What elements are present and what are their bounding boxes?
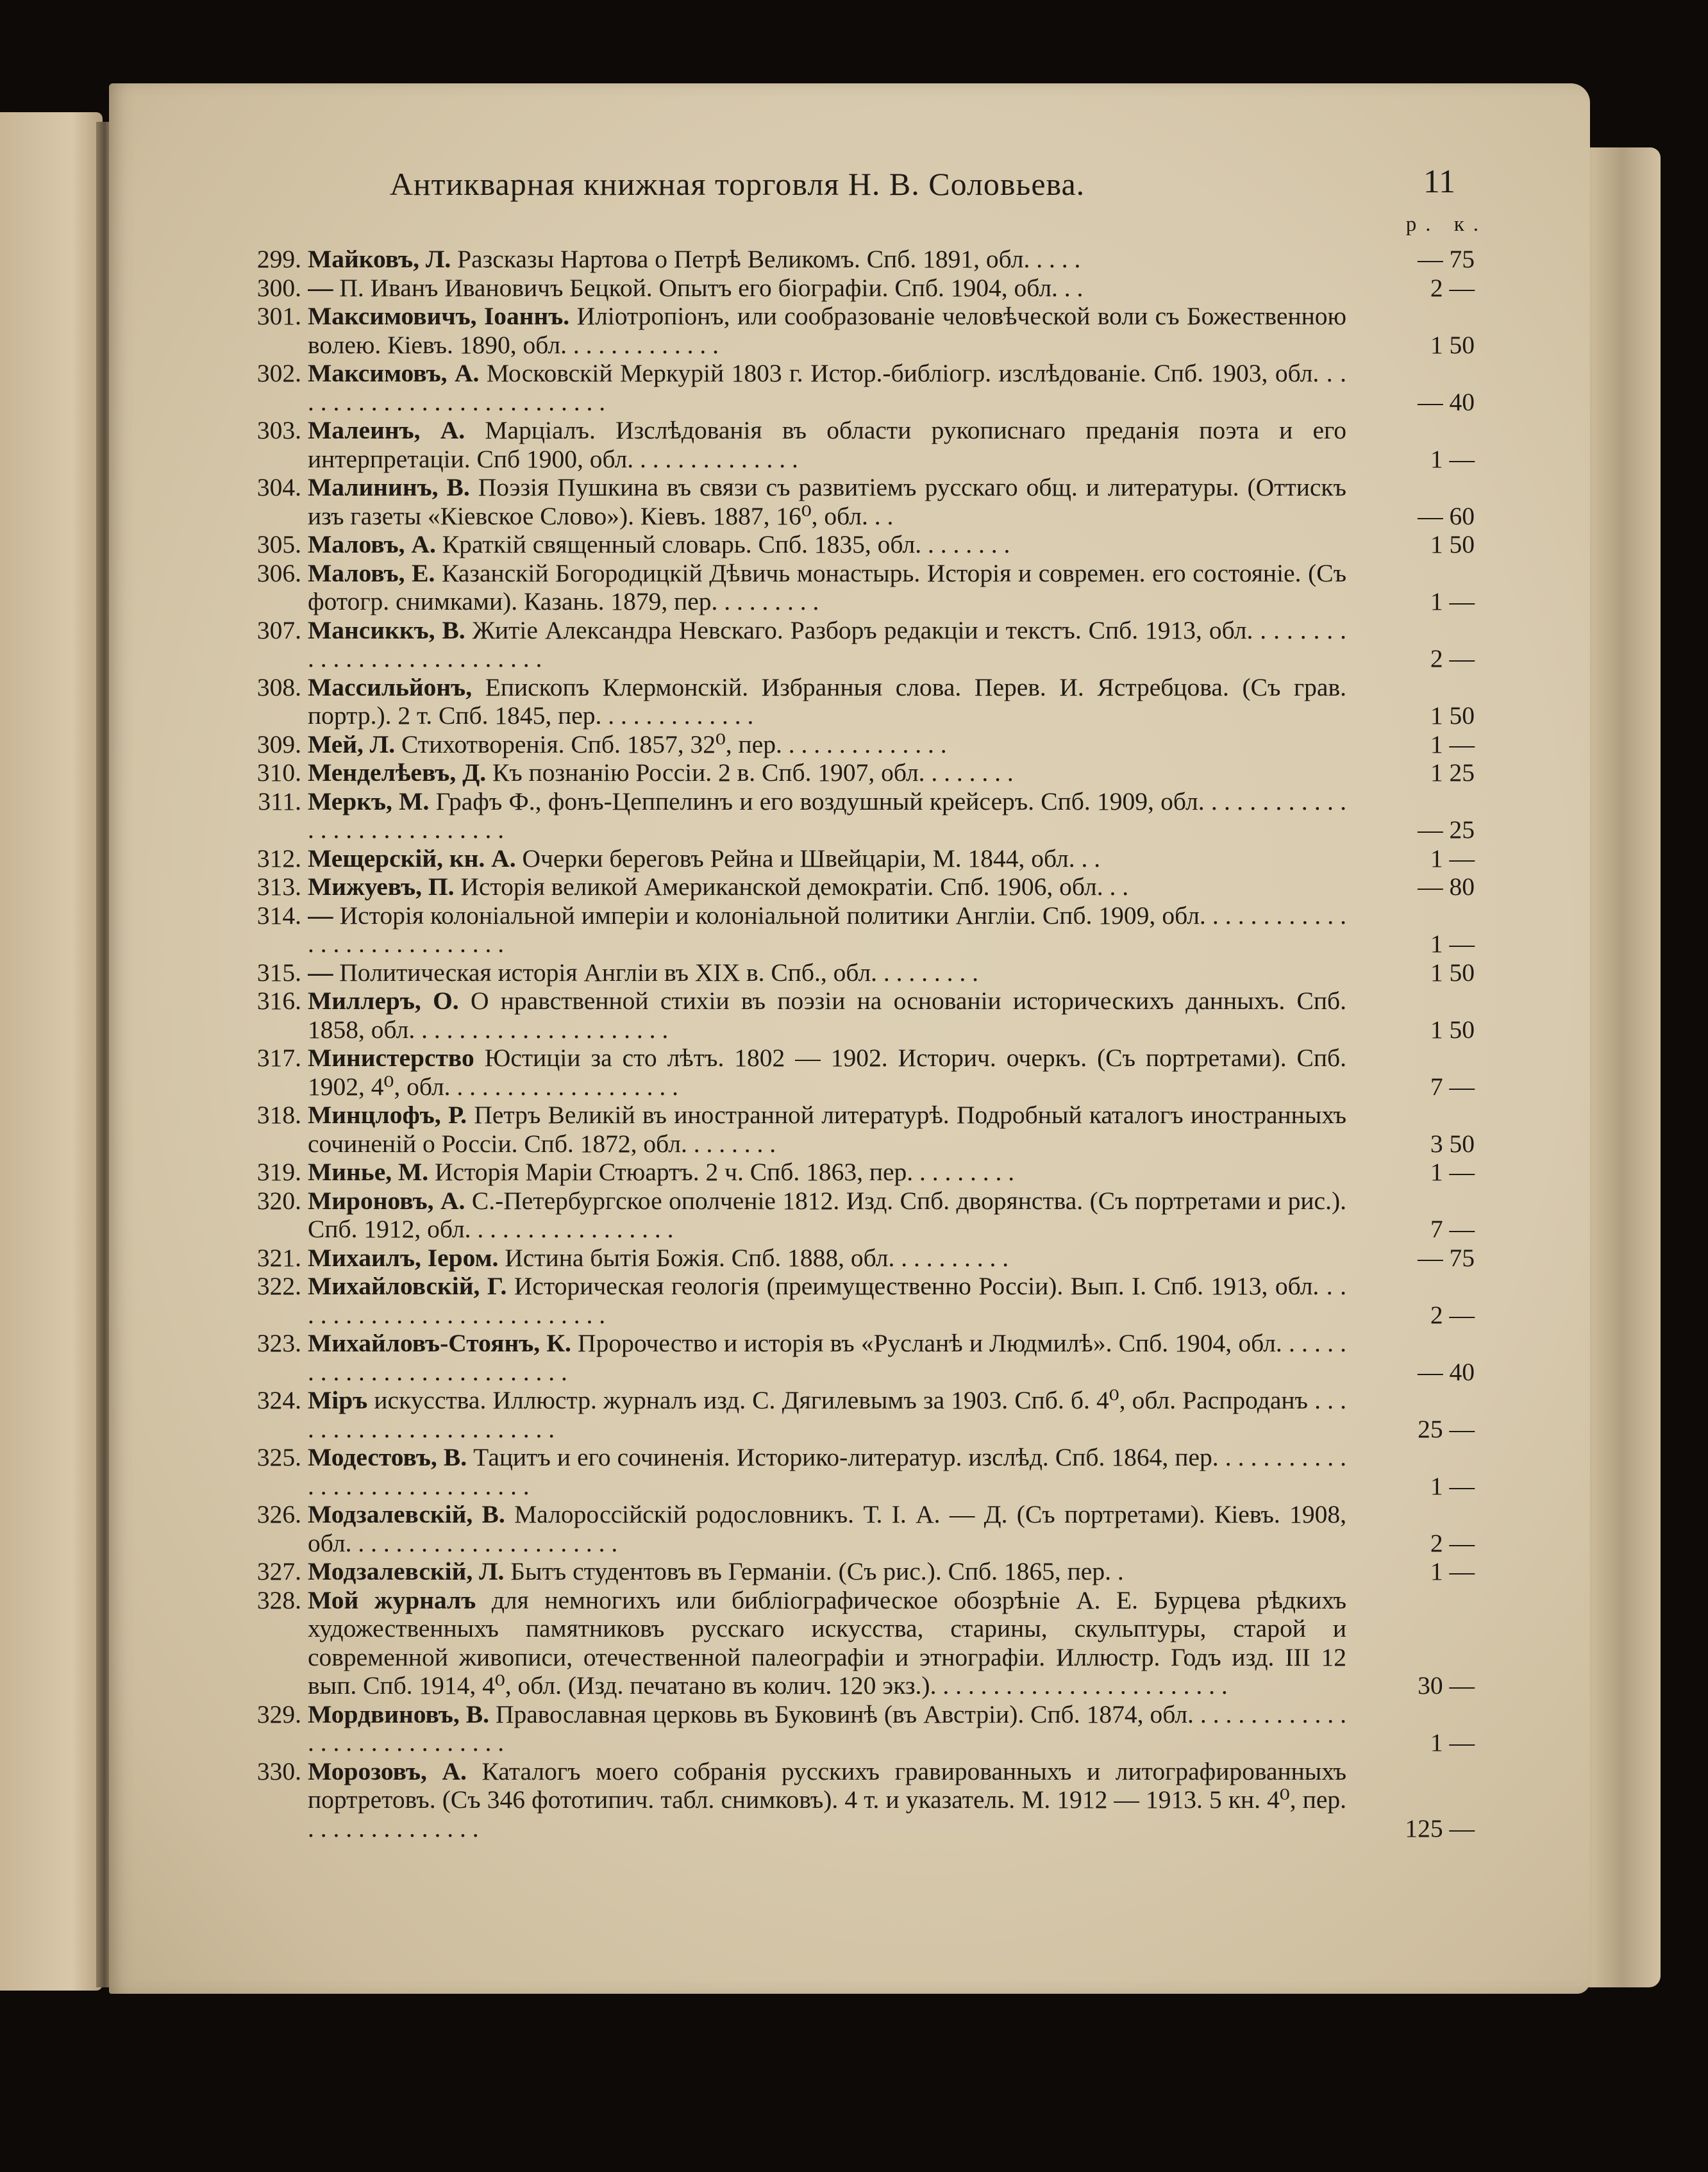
catalogue-entry <box>244 901 1500 958</box>
entry-number: 308. <box>256 672 301 701</box>
entry-price: 3 50 <box>1430 1129 1475 1158</box>
entry-price: — 40 <box>1418 387 1475 416</box>
catalogue-entry <box>244 473 1500 530</box>
left-page-edge <box>0 112 103 1991</box>
entry-description <box>308 1700 1346 1757</box>
entry-description <box>308 1101 1346 1158</box>
entry-number: 307. <box>256 615 301 644</box>
entry-text: искусства. Иллюстр. журналъ изд. С. Дягилевымъ за 1903. Спб. б. 4⁰, обл. Распроданъ . . . . . . . . . . . . . . . . . . . . . . . <box>308 1386 1346 1443</box>
catalogue-entry <box>244 359 1500 416</box>
entry-price: 25 — <box>1418 1414 1475 1443</box>
entry-text: Очерки береговъ Рейна и Швейцаріи, М. 1844, обл. . . <box>522 844 1101 873</box>
entry-description <box>308 958 1346 987</box>
entry-price: 7 — <box>1430 1215 1475 1243</box>
catalogue-entry <box>244 1158 1500 1187</box>
entry-author: Менделѣевъ, Д. <box>308 758 487 787</box>
entry-number: 306. <box>256 558 301 587</box>
entry-author: Модзалевскій, В. <box>308 1500 505 1528</box>
entry-author: Максимовъ, А. <box>308 359 480 387</box>
catalogue-entry <box>244 1700 1500 1757</box>
entry-description <box>308 416 1346 473</box>
entry-description <box>308 1272 1346 1329</box>
page-number: 11 <box>1423 163 1455 200</box>
entry-price: — 40 <box>1418 1357 1475 1386</box>
entry-description <box>308 359 1346 416</box>
entry-price: 1 25 <box>1430 758 1475 787</box>
entry-text: Графъ Ф., фонъ-Цеппелинъ и его воздушный крейсеръ. Спб. 1909, обл. . . . . . . . . . . . . . . . . . . . . . . . . . . . <box>308 787 1346 844</box>
entry-text: Епископъ Клермонскій. Избранныя слова. Перев. И. Ястребцова. (Съ грав. портр.). 2 т. Спб. 1845, пер. . . . . . . . . . . . . <box>308 672 1346 730</box>
entry-text: Бытъ студентовъ въ Германіи. (Съ рис.). Спб. 1865, пер. . <box>510 1557 1124 1585</box>
entry-number: 328. <box>256 1585 301 1614</box>
entry-text: Разсказы Нартова о Петрѣ Великомъ. Спб. 1891, обл. . . . . <box>457 245 1081 273</box>
entry-number: 305. <box>256 530 301 558</box>
entry-price: 2 — <box>1430 644 1475 672</box>
entry-author: Маловъ, А. <box>308 530 436 558</box>
entry-number: 299. <box>256 245 301 273</box>
entry-description <box>308 616 1346 673</box>
entry-description <box>308 274 1346 303</box>
entry-description <box>308 901 1346 958</box>
entry-description <box>308 1158 1346 1187</box>
entry-author: Министерство <box>308 1044 474 1072</box>
entry-text: Иліотропіонъ, или сообразованіе человѣческой воли съ Божественною волею. Кіевъ. 1890, обл. . . . . . . . . . . . . <box>308 302 1346 359</box>
entry-description <box>308 987 1346 1044</box>
entry-text: Истина бытія Божія. Спб. 1888, обл. . . . . . . . . . <box>505 1243 1009 1272</box>
entry-text: Юстиціи за сто лѣтъ. 1802 — 1902. Историч. очеркъ. (Съ портретами). Спб. 1902, 4⁰, обл. . . . . . . . . . . . . . . . . . . <box>308 1044 1346 1101</box>
entry-number: 318. <box>256 1101 301 1129</box>
entry-author: Мой журналъ <box>308 1585 476 1614</box>
entry-text: О нравственной стихіи въ поэзіи на основаніи историческихъ данныхъ. Спб. 1858, обл. . . . . . . . . . . . . . . . . . . . . <box>308 987 1346 1044</box>
entry-text: для немногихъ или библіографическое обозрѣніе А. Е. Бурцева рѣдкихъ художественныхъ памятниковъ русскаго искусства, старины, скульптуры, старой и современной живописи, отечественной палеографіи и этнографіи. Иллюстр. Годъ изд. III 12 вып. Спб. 1914, 4⁰, обл. (Изд. печатано въ колич. 120 экз.). . . . . . . . . . . . . . . . . . . . . . . . <box>308 1585 1346 1700</box>
entry-number: 300. <box>256 273 301 302</box>
entry-number: 303. <box>256 416 301 444</box>
entry-description <box>308 1586 1346 1700</box>
entry-number: 314. <box>256 901 301 930</box>
entry-text: Малороссійскій родословникъ. Т. I. А. — Д. (Съ портретами). Кіевъ. 1908, обл. . . . . . . . . . . . . . . . . . . . . . <box>308 1500 1346 1557</box>
entry-number: 322. <box>256 1272 301 1300</box>
entry-price: 2 — <box>1430 1528 1475 1557</box>
entry-number: 313. <box>256 873 301 901</box>
entry-author: Модестовъ, В. <box>308 1443 467 1471</box>
entry-author: Мироновъ, А. <box>308 1186 465 1215</box>
entry-text: Житіе Александра Невскаго. Разборъ редакціи и текстъ. Спб. 1913, обл. . . . . . . . . . . . . . . . . . . . . . . . . . . <box>308 615 1346 672</box>
entry-author: Маловъ, Е. <box>308 558 435 587</box>
entry-author: Морозовъ, А. <box>308 1757 467 1785</box>
catalogue-entry <box>244 530 1500 559</box>
entry-description <box>308 1187 1346 1244</box>
entry-text: Московскій Меркурій 1803 г. Истор.-библіогр. изслѣдованіе. Спб. 1903, обл. . . . . . . . . . . . . . . . . . . . . . . . . . . <box>308 359 1346 416</box>
entry-price: 7 — <box>1430 1072 1475 1101</box>
entry-author: Меркъ, М. <box>308 787 430 815</box>
entry-text: Краткій священный словарь. Спб. 1835, обл. . . . . . . . <box>442 530 1010 558</box>
entry-author: — <box>308 273 333 302</box>
entry-price: 30 — <box>1418 1671 1475 1700</box>
entry-description <box>308 473 1346 530</box>
entry-author: Малеинъ, А. <box>308 416 465 444</box>
entry-text: Пророчество и исторія въ «Русланѣ и Людмилѣ». Спб. 1904, обл. . . . . . . . . . . . . . . . . . . . . . . . . . . <box>308 1329 1346 1386</box>
entry-author: Мещерскій, кн. А. <box>308 844 516 873</box>
entry-number: 304. <box>256 473 301 501</box>
entry-price: — 75 <box>1418 245 1475 273</box>
entry-text: Исторія Маріи Стюартъ. 2 ч. Спб. 1863, пер. . . . . . . . . <box>435 1158 1015 1186</box>
catalogue-entry <box>244 1500 1500 1557</box>
entry-text: Тацитъ и его сочиненія. Историко-литератур. изслѣд. Спб. 1864, пер. . . . . . . . . . . . . . . . . . . . . . . . . . . . . <box>308 1443 1346 1500</box>
entry-description <box>308 245 1346 274</box>
entry-price: 1 — <box>1430 1471 1475 1500</box>
entry-price: — 75 <box>1418 1243 1475 1272</box>
catalogue-entry <box>244 844 1500 873</box>
entry-text: Петръ Великій въ иностранной литературѣ. Подробный каталогъ иностранныхъ сочиненій о Россіи. Спб. 1872, обл. . . . . . . . <box>308 1101 1346 1158</box>
catalogue-entry <box>244 758 1500 787</box>
entry-author: Майковъ, Л. <box>308 245 451 273</box>
entry-number: 310. <box>256 758 301 787</box>
entry-author: — <box>308 901 333 930</box>
catalogue-entry <box>244 245 1500 274</box>
entry-price: 125 — <box>1405 1814 1475 1842</box>
entry-price: 2 — <box>1430 273 1475 302</box>
entry-author: Міръ <box>308 1386 368 1414</box>
catalogue-entry <box>244 1386 1500 1443</box>
entry-number: 302. <box>256 359 301 387</box>
entry-number: 321. <box>256 1243 301 1272</box>
entry-author: Максимовичъ, Іоаннъ. <box>308 302 570 330</box>
entry-author: Минье, М. <box>308 1158 429 1186</box>
entry-author: Мордвиновъ, В. <box>308 1700 489 1728</box>
entry-description <box>308 1500 1346 1557</box>
catalogue-entry <box>244 730 1500 759</box>
entry-price: 1 — <box>1430 444 1475 473</box>
catalogue-entry <box>244 1586 1500 1700</box>
running-head <box>109 159 1590 217</box>
catalogue-entry <box>244 987 1500 1044</box>
entry-author: Миллеръ, О. <box>308 987 459 1015</box>
entry-number: 329. <box>256 1700 301 1728</box>
entry-price: 1 — <box>1430 1728 1475 1757</box>
catalogue-entry <box>244 559 1500 616</box>
catalogue-entry <box>244 616 1500 673</box>
entry-author: Мансиккъ, В. <box>308 615 465 644</box>
entry-number: 311. <box>258 787 301 815</box>
entry-description <box>308 873 1346 901</box>
entry-price: 1 — <box>1430 730 1475 758</box>
entry-text: Историческая геологія (преимущественно Россіи). Вып. I. Спб. 1913, обл. . . . . . . . . . . . . . . . . . . . . . . . . . . <box>308 1272 1346 1329</box>
entry-number: 330. <box>256 1757 301 1785</box>
entry-price: 1 — <box>1430 930 1475 958</box>
entry-price: — 80 <box>1418 873 1475 901</box>
catalogue-entry <box>244 302 1500 359</box>
entry-number: 325. <box>256 1443 301 1471</box>
catalogue-entry <box>244 274 1500 303</box>
entry-description <box>308 1557 1346 1586</box>
entry-price: 1 — <box>1430 587 1475 615</box>
entry-author: Михайловъ-Стоянъ, К. <box>308 1329 571 1357</box>
entry-description <box>308 302 1346 359</box>
entry-description <box>308 673 1346 730</box>
entry-number: 312. <box>256 844 301 873</box>
entry-text: Политическая исторія Англіи въ XIX в. Спб., обл. . . . . . . . . <box>339 958 979 987</box>
entry-text: Марціалъ. Изслѣдованія въ области рукописнаго преданія поэта и его интерпретаціи. Спб 1900, обл. . . . . . . . . . . . . . <box>308 416 1346 473</box>
entry-number: 309. <box>256 730 301 758</box>
entry-description <box>308 530 1346 559</box>
entry-author: Модзалевскій, Л. <box>308 1557 505 1585</box>
entry-text: Къ познанію Россіи. 2 в. Спб. 1907, обл. . . . . . . . <box>492 758 1014 787</box>
entry-text: Исторія колоніальной имперіи и колоніальной политики Англіи. Спб. 1909, обл. . . . . . . . . . . . . . . . . . . . . . . . . . . . <box>308 901 1346 958</box>
entry-price: 1 50 <box>1430 530 1475 558</box>
catalogue-entry <box>244 1187 1500 1244</box>
entry-author: Мижуевъ, П. <box>308 873 455 901</box>
entry-number: 320. <box>256 1186 301 1215</box>
entry-number: 323. <box>256 1329 301 1357</box>
entry-author: Минцлофъ, Р. <box>308 1101 467 1129</box>
entry-author: Михайловскій, Г. <box>308 1272 507 1300</box>
catalogue-entry <box>244 1044 1500 1101</box>
entry-number: 301. <box>256 302 301 330</box>
catalogue-entry <box>244 673 1500 730</box>
catalogue-entry <box>244 1557 1500 1586</box>
entry-description <box>308 1386 1346 1443</box>
entry-price: 1 50 <box>1430 701 1475 730</box>
entry-price: 1 50 <box>1430 330 1475 359</box>
catalogue-entry <box>244 1101 1500 1158</box>
price-column-header: р. к. <box>1405 213 1487 236</box>
entry-text: Каталогъ моего собранія русскихъ гравированныхъ и литографированныхъ портретовъ. (Съ 346 фототипич. табл. снимковъ). 4 т. и указатель. М. 1912 — 1913. 5 кн. 4⁰, пер. . . . . . . . . . . . . . . <box>308 1757 1346 1842</box>
entry-price: 1 50 <box>1430 1015 1475 1044</box>
catalogue-entry <box>244 1443 1500 1500</box>
entry-description <box>308 1329 1346 1386</box>
entry-number: 326. <box>256 1500 301 1528</box>
catalogue-entry <box>244 1244 1500 1273</box>
entry-number: 317. <box>256 1044 301 1072</box>
entry-text: Исторія великой Американской демократіи. Спб. 1906, обл. . . <box>460 873 1129 901</box>
catalogue-entry <box>244 873 1500 901</box>
entry-description <box>308 1244 1346 1273</box>
entry-text: Стихотворенія. Спб. 1857, 32⁰, пер. . . . . . . . . . . . . . <box>401 730 947 758</box>
entry-description <box>308 787 1346 844</box>
entry-author: Мей, Л. <box>308 730 396 758</box>
catalogue-entry <box>244 1272 1500 1329</box>
entry-author: Массильйонъ, <box>308 672 473 701</box>
entry-author: Михаилъ, Іером. <box>308 1243 499 1272</box>
entry-text: Казанскій Богородицкій Дѣвичь монастырь. Исторія и современ. его состояніе. (Съ фотогр. снимками). Казань. 1879, пер. . . . . . . . . <box>308 558 1346 615</box>
running-title: Антикварная книжная торговля Н. В. Соловьева. <box>389 166 1085 202</box>
entry-price: 1 — <box>1430 844 1475 873</box>
entry-price: 1 — <box>1430 1158 1475 1186</box>
entry-price: 1 — <box>1430 1557 1475 1585</box>
entry-price: 2 — <box>1430 1300 1475 1329</box>
entry-price: — 25 <box>1418 815 1475 844</box>
entry-number: 315. <box>256 958 301 987</box>
entry-text: Православная церковь въ Буковинѣ (въ Австріи). Спб. 1874, обл. . . . . . . . . . . . . . . . . . . . . . . . . . . . . <box>308 1700 1346 1757</box>
entry-description <box>308 844 1346 873</box>
entry-description <box>308 559 1346 616</box>
entry-description <box>308 1044 1346 1101</box>
entry-description <box>308 758 1346 787</box>
entry-number: 316. <box>256 987 301 1015</box>
entry-number: 324. <box>256 1386 301 1414</box>
entry-price: — 60 <box>1418 501 1475 530</box>
entry-text: С.-Петербургское ополченіе 1812. Изд. Спб. дворянства. (Съ портретами и рис.). Спб. 1912, обл. . . . . . . . . . . . . . . . . <box>308 1186 1346 1243</box>
catalogue-entry <box>244 958 1500 987</box>
entry-price: 1 50 <box>1430 958 1475 987</box>
entry-description <box>308 730 1346 759</box>
entry-description <box>308 1443 1346 1500</box>
catalogue-entry <box>244 1329 1500 1386</box>
entry-number: 327. <box>256 1557 301 1585</box>
entry-description <box>308 1757 1346 1843</box>
catalogue-page <box>109 83 1590 1994</box>
entry-text: Поэзія Пушкина въ связи съ развитіемъ русскаго общ. и литературы. (Оттискъ изъ газеты «Кіевское Слово»). Кіевъ. 1887, 16⁰, обл. . . <box>308 473 1346 530</box>
entry-author: Малининъ, В. <box>308 473 470 501</box>
catalogue-entries <box>244 245 1500 1842</box>
catalogue-entry <box>244 1757 1500 1843</box>
entry-text: П. Иванъ Ивановичъ Бецкой. Опытъ его біографіи. Спб. 1904, обл. . . <box>339 273 1084 302</box>
entry-number: 319. <box>256 1158 301 1186</box>
catalogue-entry <box>244 416 1500 473</box>
catalogue-entry <box>244 787 1500 844</box>
entry-author: — <box>308 958 333 987</box>
